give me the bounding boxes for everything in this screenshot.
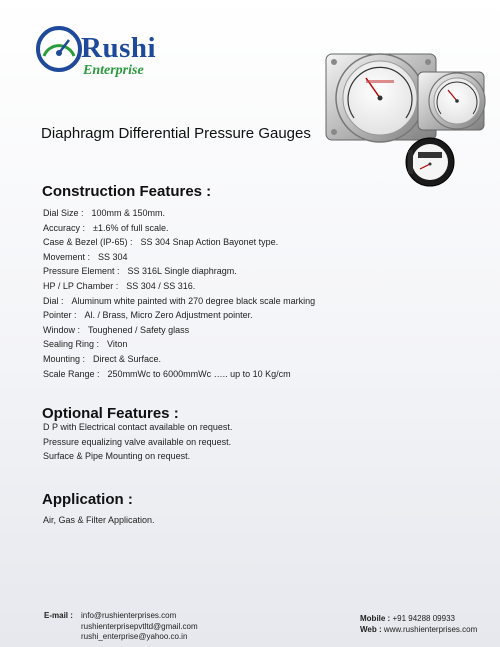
item-label: Mounting : bbox=[43, 353, 86, 364]
item-label: Sealing Ring : bbox=[43, 339, 100, 350]
item-value: SS 304 Snap Action Bayonet type. bbox=[140, 237, 279, 248]
list-item bbox=[43, 337, 315, 352]
item-value: SS 304 / SS 316. bbox=[126, 280, 196, 291]
medium-gauge-icon bbox=[418, 72, 485, 130]
item-value: Toughened / Safety glass bbox=[88, 324, 190, 335]
optional-heading: Optional Features : bbox=[42, 405, 179, 422]
list-item: D P with Electrical contact available on request. bbox=[43, 422, 233, 432]
item-value: ±1.6% of full scale. bbox=[93, 222, 169, 233]
web-label: Web : bbox=[360, 624, 382, 634]
list-item: Pressure equalizing valve available on request. bbox=[43, 436, 232, 447]
list-item bbox=[43, 308, 315, 323]
list-item bbox=[43, 294, 315, 309]
application-heading: Application : bbox=[42, 491, 133, 508]
brand-tagline: Enterprise bbox=[83, 63, 144, 78]
mobile-number[interactable]: +91 94288 09933 bbox=[392, 614, 455, 623]
brand-name: Rushi bbox=[81, 32, 157, 64]
item-label: Pointer : bbox=[43, 310, 77, 321]
item-label: Dial : bbox=[43, 295, 64, 306]
list-item bbox=[43, 221, 315, 236]
email-link[interactable]: rushienterprisepvtltd@gmail.com bbox=[81, 621, 198, 631]
website-link[interactable]: www.rushienterprises.com bbox=[383, 624, 478, 634]
small-black-gauge-icon bbox=[406, 138, 454, 186]
optional-list bbox=[43, 420, 232, 464]
item-value: SS 304 bbox=[98, 251, 128, 262]
item-label: Accuracy : bbox=[43, 222, 86, 233]
item-value: Aluminum white painted with 270 degree black scale marking bbox=[71, 295, 316, 306]
list-item: Surface & Pipe Mounting on request. bbox=[43, 451, 191, 462]
item-value: Viton bbox=[107, 339, 128, 350]
construction-heading: Construction Features : bbox=[42, 183, 212, 200]
brand-logo bbox=[36, 24, 186, 84]
application-text: Air, Gas & Filter Application. bbox=[43, 515, 155, 525]
list-item bbox=[43, 323, 315, 338]
item-label: Window : bbox=[43, 324, 81, 335]
item-label: Dial Size : bbox=[43, 208, 84, 218]
item-value: 100mm & 150mm. bbox=[91, 208, 166, 218]
gauge-logo-icon bbox=[36, 26, 82, 72]
list-item bbox=[43, 279, 315, 294]
contact-block bbox=[360, 614, 477, 635]
list-item bbox=[43, 235, 315, 250]
email-link[interactable]: rushi_enterprise@yahoo.co.in bbox=[81, 632, 188, 642]
mobile-line bbox=[360, 614, 477, 625]
item-label: Movement : bbox=[43, 251, 91, 262]
list-item bbox=[43, 264, 315, 279]
item-value: 250mmWc to 6000mmWc ….. up to 10 Kg/cm bbox=[107, 368, 291, 379]
list-item bbox=[43, 250, 315, 265]
list-item bbox=[43, 367, 315, 382]
item-label: Scale Range : bbox=[43, 368, 100, 379]
construction-list bbox=[43, 206, 315, 381]
email-block bbox=[44, 611, 198, 642]
product-gauges-image bbox=[322, 38, 494, 188]
item-label: HP / LP Chamber : bbox=[43, 280, 119, 291]
item-label: Case & Bezel (IP-65) : bbox=[43, 237, 133, 248]
email-list bbox=[81, 611, 198, 643]
list-item bbox=[43, 352, 315, 367]
mobile-label: Mobile : bbox=[360, 614, 391, 623]
item-value: Al. / Brass, Micro Zero Adjustment pointer. bbox=[84, 310, 253, 321]
page-title: Diaphragm Differential Pressure Gauges bbox=[41, 125, 311, 142]
web-line bbox=[360, 625, 477, 636]
list-item bbox=[43, 206, 315, 221]
email-label: E-mail : bbox=[44, 611, 73, 620]
email-link[interactable]: info@rushienterprises.com bbox=[81, 611, 177, 620]
item-value: SS 316L Single diaphragm. bbox=[127, 266, 237, 277]
item-value: Direct & Surface. bbox=[93, 353, 162, 364]
item-label: Pressure Element : bbox=[43, 266, 120, 277]
